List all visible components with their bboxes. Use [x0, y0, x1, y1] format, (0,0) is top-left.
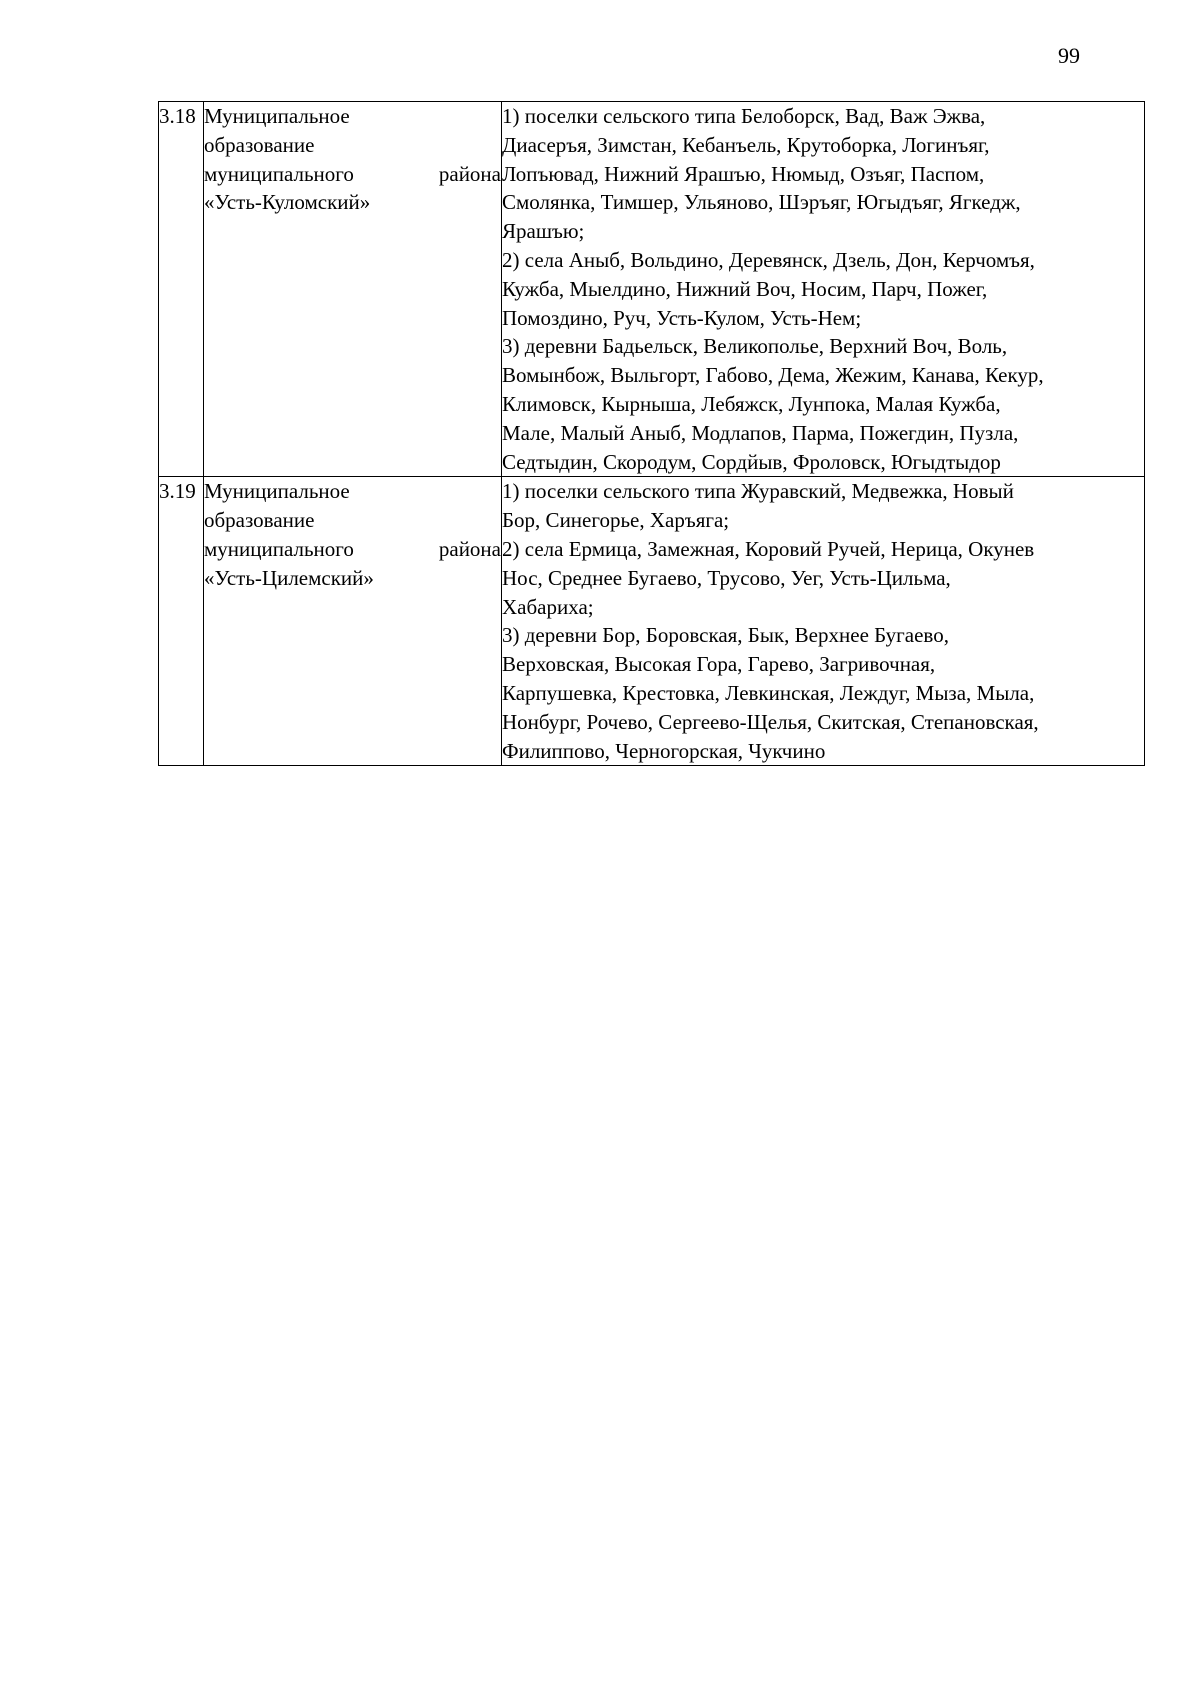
settlements-list-cell: [502, 102, 1145, 477]
settlements-list-line: Кужба, Мыелдино, Нижний Воч, Носим, Парч, Пожег,: [502, 276, 988, 301]
municipality-name-word: муниципального: [204, 161, 354, 186]
settlements-list-line: 2) села Ермица, Замежная, Коровий Ручей, Нерица, Окунев: [502, 536, 1035, 561]
settlements-list-line: Лопъювад, Нижний Ярашъю, Нюмыд, Озъяг, Паспом,: [502, 161, 985, 186]
municipality-name-cell: [204, 477, 502, 766]
municipality-name-line: Муниципальное: [204, 479, 350, 504]
page-number: 99: [1058, 43, 1080, 68]
settlements-list-line: Хабариха;: [502, 594, 594, 619]
settlements-list-line: 2) села Аныб, Вольдино, Деревянск, Дзель, Дон, Керчомъя,: [502, 247, 1035, 272]
municipality-name-word: муниципального: [204, 536, 354, 561]
settlements-list-line: Бор, Синегорье, Харъяга;: [502, 508, 730, 533]
table-row: [159, 102, 1145, 477]
row-number: 3.19: [159, 479, 196, 504]
settlements-list-line: Верховская, Высокая Гора, Гарево, Загривочная,: [502, 652, 936, 677]
municipality-name-line: образование: [204, 508, 315, 533]
settlements-list-line: 3) деревни Бадьельск, Великополье, Верхний Воч, Воль,: [502, 334, 1008, 359]
municipality-name-line: образование: [204, 132, 315, 157]
settlements-list-cell: [502, 477, 1145, 766]
municipality-name-line: [204, 535, 501, 564]
municipality-name-cell: [204, 102, 502, 477]
settlements-list-line: Смолянка, Тимшер, Ульяново, Шэръяг, Югыдъяг, Ягкедж,: [502, 190, 1021, 215]
municipality-name-line: «Усть-Куломский»: [204, 190, 371, 215]
municipality-name-line: Муниципальное: [204, 104, 350, 128]
settlements-table: [158, 101, 1145, 766]
settlements-list-line: Нос, Среднее Бугаево, Трусово, Уег, Усть-Цильма,: [502, 565, 951, 590]
settlements-list-line: 1) поселки сельского типа Белоборск, Вад, Важ Эжва,: [502, 104, 986, 128]
settlements-list-line: Ярашъю;: [502, 219, 585, 244]
settlements-list-line: Седтыдин, Скородум, Сордйыв, Фроловск, Югыдтыдор: [502, 449, 1001, 474]
municipality-name-word: района: [438, 536, 501, 561]
table-row: [159, 477, 1145, 766]
settlements-list-line: Карпушевка, Крестовка, Левкинская, Леждуг, Мыза, Мыла,: [502, 680, 1035, 705]
settlements-list-line: Вомынбож, Выльгорт, Габово, Дема, Жежим, Канава, Кекур,: [502, 363, 1044, 388]
settlements-list-line: Мале, Малый Аныб, Модлапов, Парма, Пожегдин, Пузла,: [502, 420, 1019, 445]
settlements-list-line: Нонбург, Рочево, Сергеево-Щелья, Скитская, Степановская,: [502, 709, 1039, 734]
settlements-list-line: Климовск, Кырныша, Лебяжск, Лунпока, Малая Кужба,: [502, 391, 1001, 416]
municipality-name-line: «Усть-Цилемский»: [204, 565, 374, 590]
settlements-list-line: Филиппово, Черногорская, Чукчино: [502, 738, 826, 763]
settlements-list-line: Помоздино, Руч, Усть-Кулом, Усть-Нем;: [502, 305, 862, 330]
row-number: 3.18: [159, 104, 196, 128]
row-number-cell: [159, 102, 204, 477]
municipality-name-word: района: [438, 161, 501, 186]
row-number-cell: [159, 477, 204, 766]
settlements-list-line: 3) деревни Бор, Боровская, Бык, Верхнее Бугаево,: [502, 623, 949, 648]
municipality-name-line: [204, 160, 501, 189]
settlements-list-line: Диасеръя, Зимстан, Кебанъель, Крутоборка, Логинъяг,: [502, 132, 990, 157]
settlements-list-line: 1) поселки сельского типа Журавский, Медвежка, Новый: [502, 479, 1014, 504]
